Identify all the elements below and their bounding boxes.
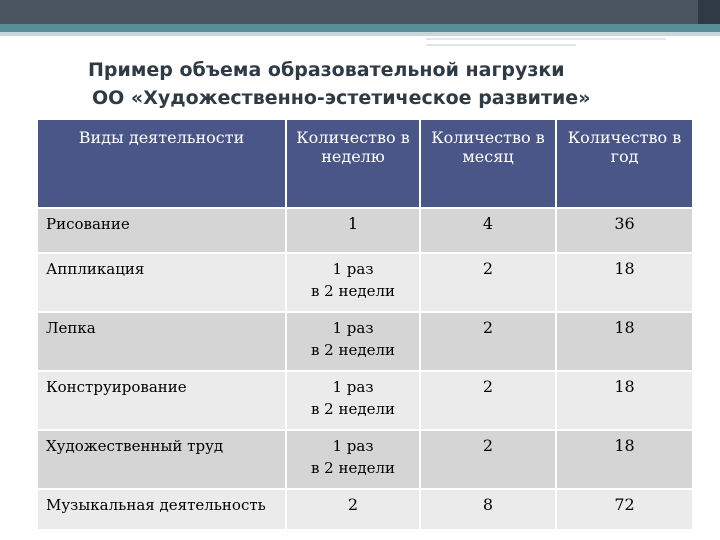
table-header-row bbox=[38, 120, 692, 208]
cell-per-week-line2: в 2 недели bbox=[310, 341, 396, 359]
cell-per-week-line2: в 2 недели bbox=[310, 282, 396, 300]
cell-per-week bbox=[286, 430, 420, 489]
cell-per-year: 18 bbox=[556, 371, 692, 430]
cell-activity: Художественный труд bbox=[38, 430, 286, 489]
cell-per-week bbox=[286, 253, 420, 312]
decor-rule bbox=[426, 38, 666, 40]
cell-per-year: 18 bbox=[556, 312, 692, 371]
table-row bbox=[38, 371, 692, 430]
cell-per-week-line1: 2 bbox=[347, 495, 359, 514]
cell-per-month: 2 bbox=[420, 253, 556, 312]
cell-activity: Конструирование bbox=[38, 371, 286, 430]
cell-per-week-line1: 1 раз bbox=[332, 378, 374, 396]
cell-activity: Рисование bbox=[38, 208, 286, 253]
header-activity: Виды деятельности bbox=[38, 120, 286, 208]
cell-activity: Аппликация bbox=[38, 253, 286, 312]
slide-title bbox=[88, 56, 708, 112]
slide-title-line2: ОО «Художественно-эстетическое развитие» bbox=[92, 87, 591, 109]
cell-per-year: 18 bbox=[556, 430, 692, 489]
cell-per-month: 2 bbox=[420, 371, 556, 430]
table-row bbox=[38, 430, 692, 489]
cell-activity: Музыкальная деятельность bbox=[38, 489, 286, 529]
cell-per-week-line1: 1 раз bbox=[332, 437, 374, 455]
cell-per-month: 8 bbox=[420, 489, 556, 529]
cell-per-week-line2: в 2 недели bbox=[310, 400, 396, 418]
cell-per-week bbox=[286, 208, 420, 253]
cell-per-year: 72 bbox=[556, 489, 692, 529]
cell-per-week bbox=[286, 489, 420, 529]
table-row bbox=[38, 253, 692, 312]
cell-per-month: 2 bbox=[420, 430, 556, 489]
table-row bbox=[38, 208, 692, 253]
top-decor-bar bbox=[0, 0, 720, 24]
top-decor-corner bbox=[698, 0, 720, 24]
workload-table bbox=[38, 120, 692, 529]
decor-rule-short bbox=[426, 44, 576, 46]
cell-per-month: 4 bbox=[420, 208, 556, 253]
cell-per-week bbox=[286, 312, 420, 371]
top-decor-accent bbox=[0, 24, 720, 32]
header-per-year: Количество в год bbox=[556, 120, 692, 208]
header-per-week: Количество в неделю bbox=[286, 120, 420, 208]
cell-per-week-line1: 1 bbox=[347, 214, 359, 233]
cell-per-week bbox=[286, 371, 420, 430]
cell-per-week-line2: в 2 недели bbox=[310, 459, 396, 477]
cell-per-year: 36 bbox=[556, 208, 692, 253]
cell-per-month: 2 bbox=[420, 312, 556, 371]
table-row bbox=[38, 312, 692, 371]
cell-per-week-line1: 1 раз bbox=[332, 260, 374, 278]
cell-per-year: 18 bbox=[556, 253, 692, 312]
cell-per-week-line1: 1 раз bbox=[332, 319, 374, 337]
slide-title-line1: Пример объема образовательной нагрузки bbox=[88, 59, 565, 81]
header-per-month: Количество в месяц bbox=[420, 120, 556, 208]
top-decor-stripe bbox=[0, 32, 720, 36]
cell-activity: Лепка bbox=[38, 312, 286, 371]
table-row bbox=[38, 489, 692, 529]
